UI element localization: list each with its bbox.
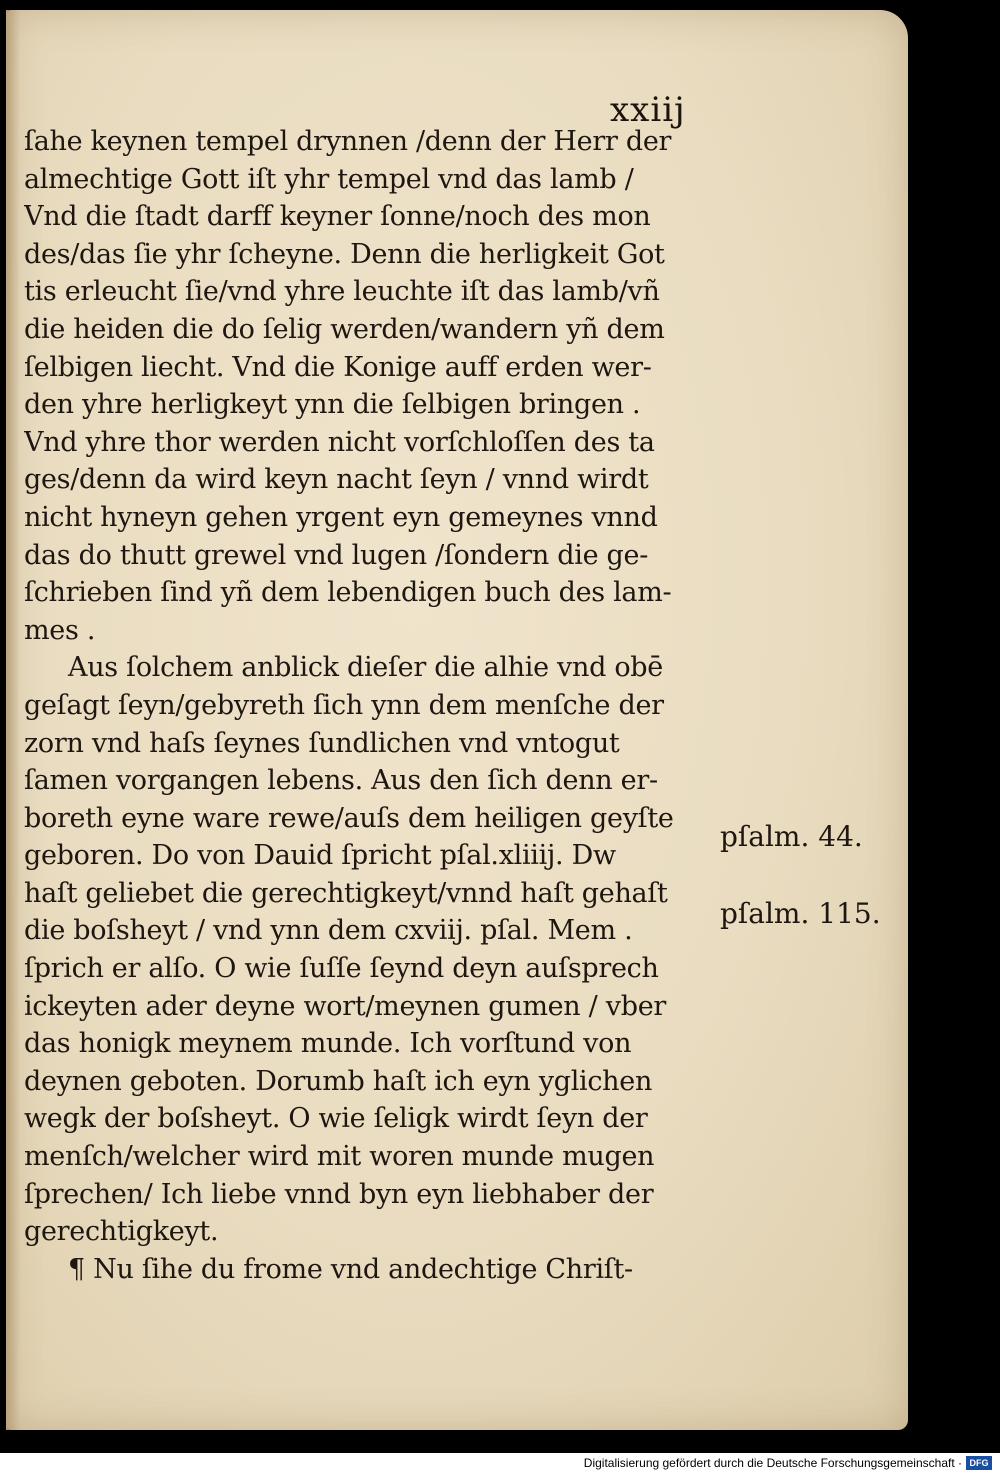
text-line: tis erleucht ſie/vnd yhre leuchte iſt das lamb/vñ [24, 276, 660, 308]
footer-bar [0, 1453, 1000, 1474]
text-line: boreth eyne ware rewe/auſs dem heiligen geyſte [24, 802, 674, 834]
text-line: haſt geliebet die gerechtigkeyt/vnnd haſt gehaſt [24, 877, 668, 909]
text-line: Vnd die ſtadt darff keyner ſonne/noch des mon [24, 201, 651, 233]
text-line: ickeyten ader deyne wort/meynen gumen / vber [24, 990, 666, 1022]
marginal-note: pſalm. 44. [720, 820, 863, 853]
text-line: die boſsheyt / vnd ynn dem cxviij. pſal. Mem . [24, 915, 633, 947]
text-line: menſch/welcher wird mit woren munde mugen [24, 1141, 655, 1173]
text-line: mes . [24, 614, 96, 646]
text-line: ¶ Nu ſihe du frome vnd andechtige Chriſt- [68, 1253, 633, 1285]
text-line: ſahe keynen tempel drynnen /denn der Herr der [24, 126, 672, 157]
text-line: geboren. Do von Dauid ſpricht pſal.xliiij. Dw [24, 840, 616, 872]
text-line: ſprich er alſo. O wie ſuſſe ſeynd deyn auſsprech [24, 953, 659, 985]
book-page [6, 10, 908, 1430]
text-line: deynen geboten. Dorumb haſt ich eyn yglichen [24, 1065, 653, 1097]
text-line: ges/denn da wird keyn nacht ſeyn / vnnd wirdt [24, 464, 649, 496]
text-line: das do thutt grewel vnd lugen /ſondern die ge- [24, 539, 649, 571]
page-text-block [24, 123, 736, 1288]
folio-number: xxiij [610, 90, 686, 130]
text-line: Vnd yhre thor werden nicht vorſchloſſen des ta [24, 426, 655, 458]
text-line: gerechtigkeyt. [24, 1216, 219, 1248]
text-line: Aus ſolchem anblick dieſer die alhie vnd obē [68, 652, 663, 684]
text-line: das honigk meynem munde. Ich vorſtund von [24, 1028, 632, 1060]
text-line: ſamen vorgangen lebens. Aus den ſich denn er- [24, 765, 658, 797]
text-line: nicht hyneyn gehen yrgent eyn gemeynes vnnd [24, 501, 658, 533]
marginal-note: pſalm. 115. [720, 897, 881, 930]
text-line: ſelbigen liecht. Vnd die Konige auff erden wer- [24, 351, 652, 383]
text-line: den yhre herligkeyt ynn die ſelbigen bringen . [24, 389, 641, 421]
text-line: zorn vnd haſs ſeynes ſundlichen vnd vntogut [24, 727, 620, 759]
footer-credit: Digitalisierung gefördert durch die Deutsche Forschungsgemeinschaft · [583, 1456, 962, 1470]
text-line: wegk der boſsheyt. O wie ſeligk wirdt ſeyn der [24, 1103, 648, 1135]
text-line: ſchrieben ſind yñ dem lebendigen buch des lam- [24, 577, 672, 609]
dfg-logo-icon: DFG [966, 1456, 992, 1470]
text-line: die heiden die do ſelig werden/wandern yñ dem [24, 313, 665, 345]
text-line: geſagt ſeyn/gebyreth ſich ynn dem menſche der [24, 689, 664, 721]
text-line: ſprechen/ Ich liebe vnnd byn eyn liebhaber der [24, 1178, 654, 1210]
page-gutter-shadow [6, 10, 20, 1430]
text-line: des/das ſie yhr ſcheyne. Denn die herligkeit Got [24, 238, 665, 270]
text-line: almechtige Gott iſt yhr tempel vnd das lamb / [24, 163, 634, 195]
